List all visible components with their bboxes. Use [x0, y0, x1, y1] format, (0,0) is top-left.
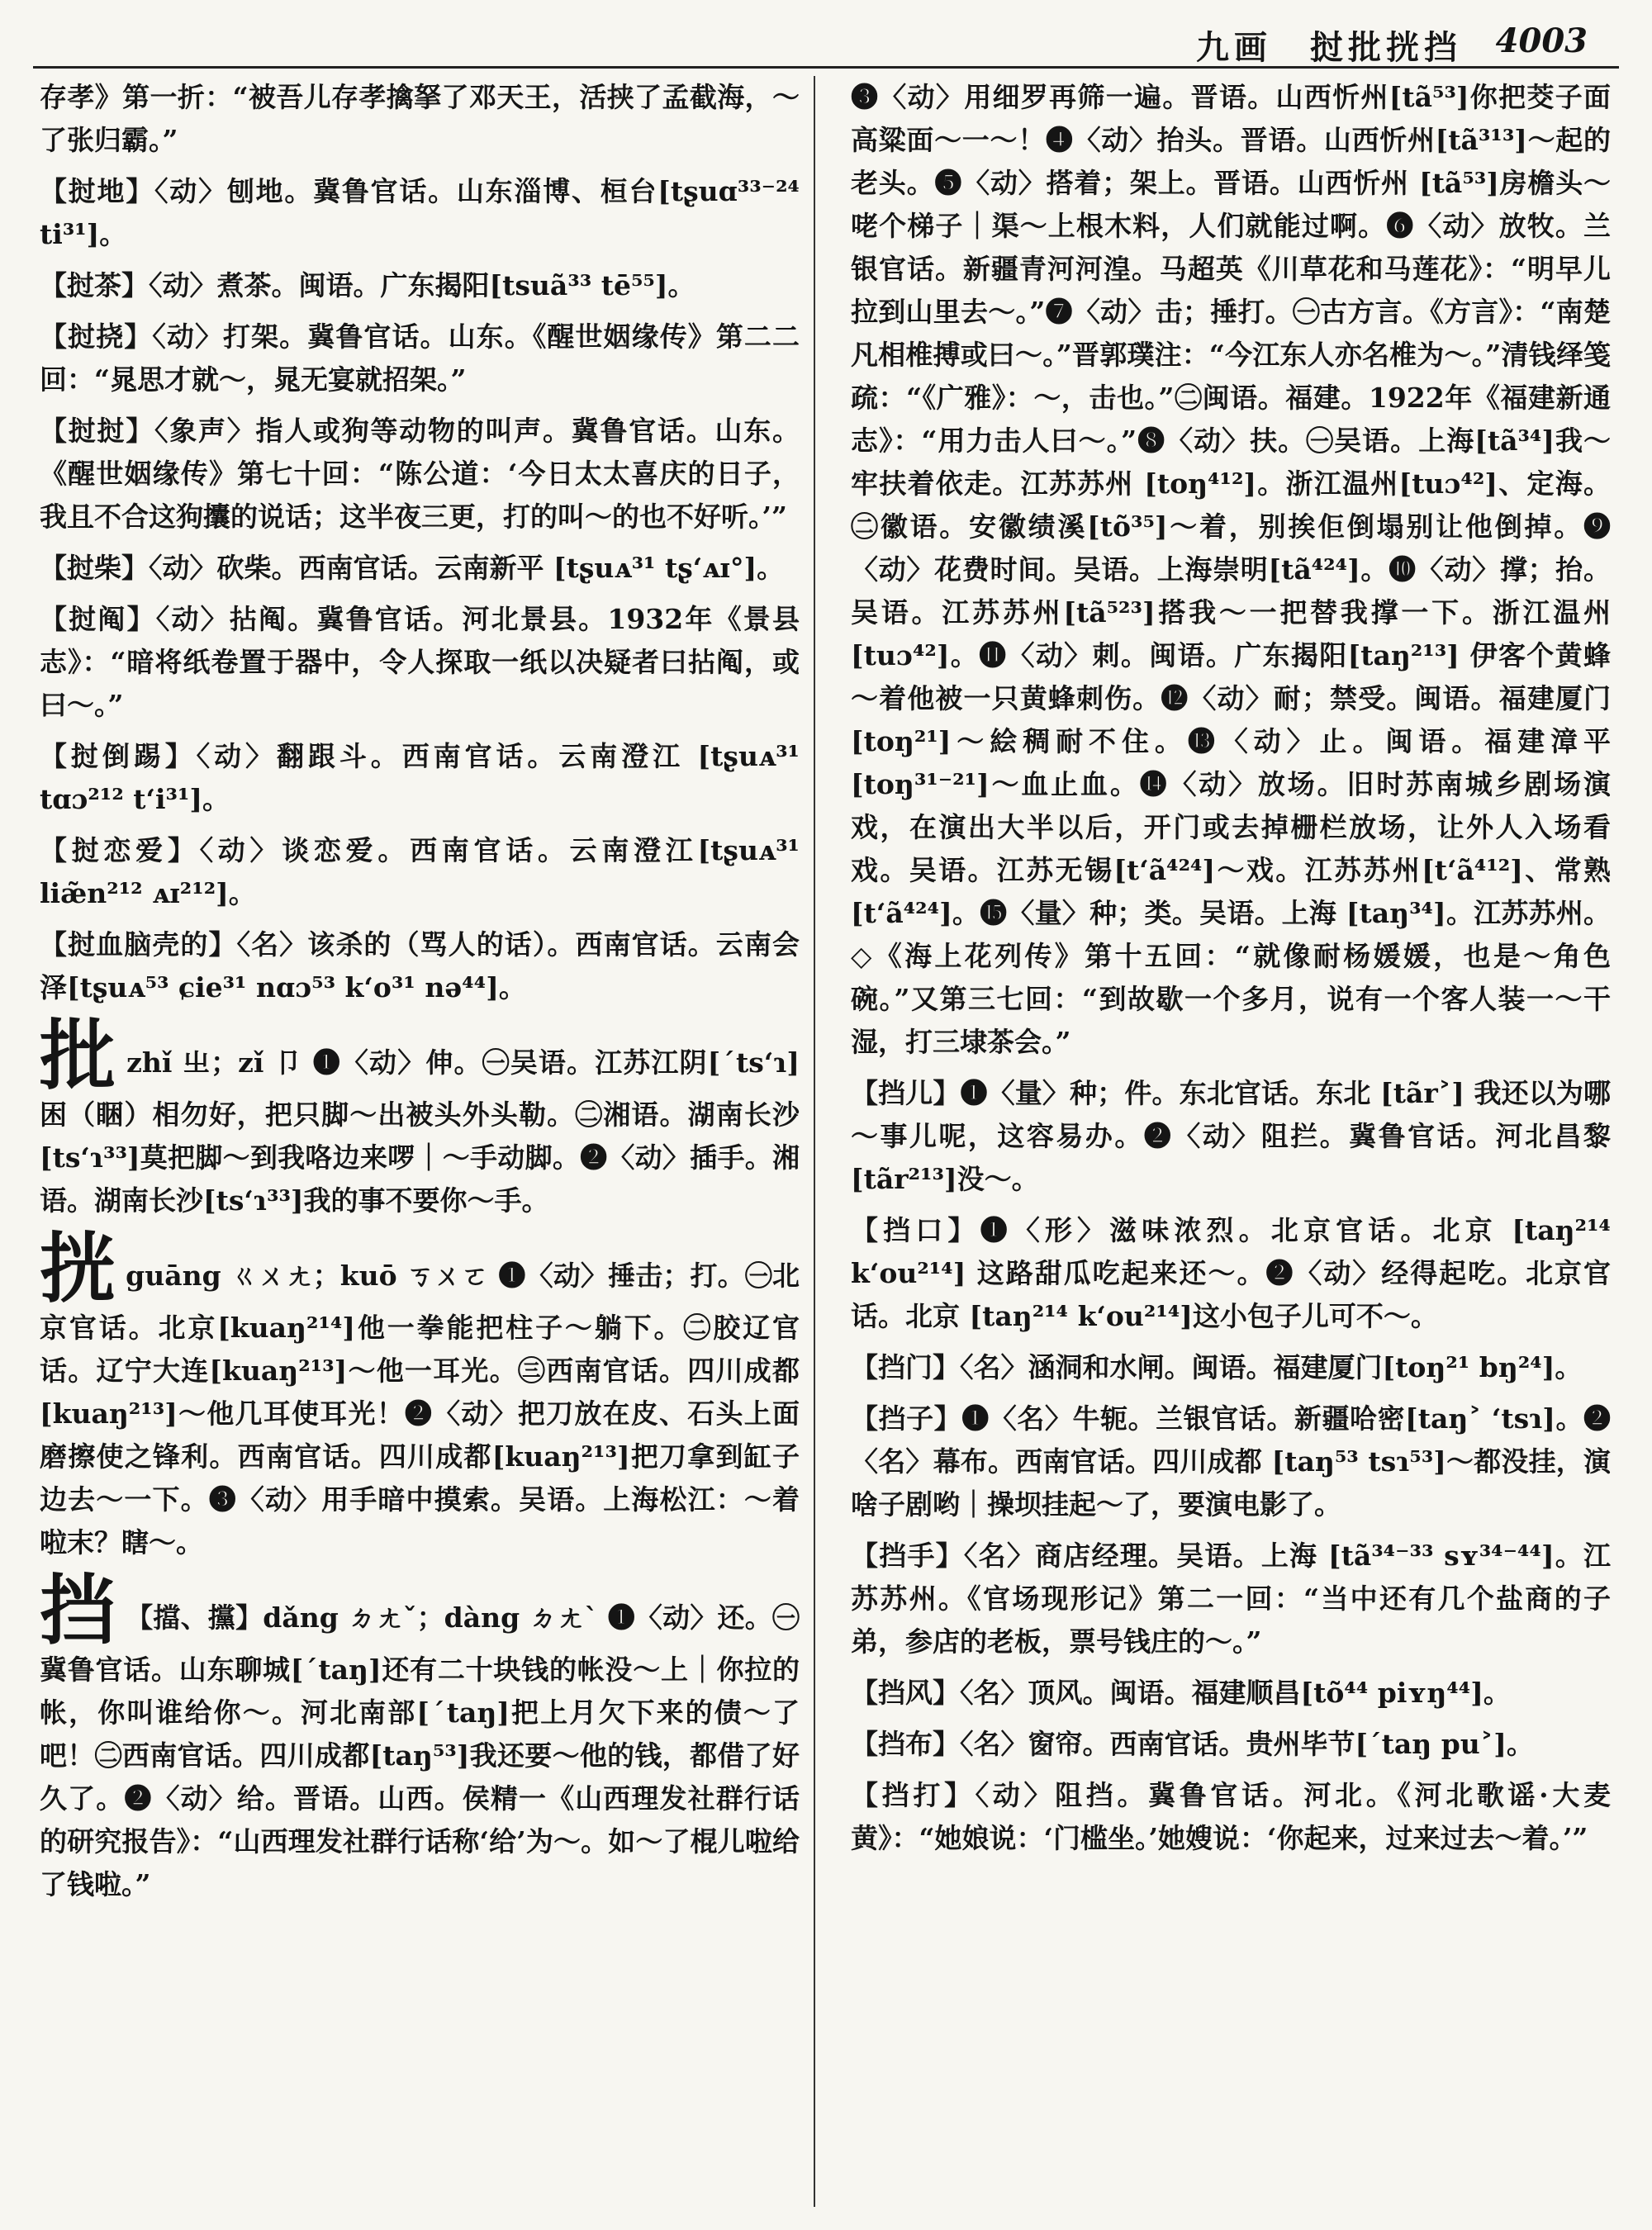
entry-definition: ❶〈形〉滋味浓烈。北京官话。北京 [taŋ²¹⁴ k‘ou²¹⁴] 这路甜瓜吃起来还～。❷〈动〉经得起吃。北京官话。北京 [taŋ²¹⁴ k‘ou²¹⁴]这小包子儿可不～。	[851, 1214, 1611, 1332]
entry-definition: 〈名〉顶风。闽语。福建顺昌[tõ⁴⁴ piʏŋ⁴⁴]。	[960, 1677, 1511, 1709]
dictionary-entry	[40, 264, 800, 307]
entry-definition: 〈动〉阻挡。冀鲁官话。河北。《河北歌谣·大麦黄》：“她娘说：‘门槛坐。’她嫂说：‘你起来，过来过去～着。’”	[851, 1779, 1611, 1854]
dictionary-entry	[40, 829, 800, 915]
entry-headword: 【挡儿】	[851, 1077, 961, 1109]
entry-headword: 【挝血脑壳的】	[40, 928, 237, 961]
dictionary-entry	[40, 547, 800, 590]
entry-definition: 〈动〉谈恋爱。西南官话。云南澄江[tʂuᴀ³¹ liæ̃n²¹² ᴀɪ²¹²]。	[40, 834, 800, 909]
entry-headword: 【挝阄】	[40, 603, 156, 635]
entry-definition: 〈象声〉指人或狗等动物的叫声。冀鲁官话。山东。《醒世姻缘传》第七十回：“陈公道：‘今日太太喜庆的日子，我且不合这狗攮的说话；这半夜三更，打的叫～的也不好听。’”	[40, 415, 800, 533]
page-header	[33, 18, 1619, 69]
entry-definition: 〈名〉涵洞和水闸。闽语。福建厦门[toŋ²¹ bŋ²⁴]。	[960, 1351, 1583, 1383]
entry-headword: 【挡口】	[851, 1214, 980, 1246]
entry-definition: 〈动〉打架。冀鲁官话。山东。《醒世姻缘传》第二二回：“晁思才就～，晁无宴就招架。”	[40, 320, 800, 396]
running-head: 九画 挝批挄挡	[1196, 28, 1462, 67]
entry-continuation	[40, 76, 800, 162]
entry-definition: ❸〈动〉用细罗再筛一遍。晋语。山西忻州[tã⁵³]你把茭子面高粱面～一～！❹〈动〉抬头。晋语。山西忻州[tã³¹³]～起的老头。❺〈动〉搭着；架上。晋语。山西忻州 [tã⁵³]房檐头～咾个梯子｜渠～上根木料，人们就能过啊。❻〈动〉放牧。兰银官话。新疆青河河湟。马超英《川草花和马莲花》：“明早儿拉到山里去～。”❼〈动〉击；捶打。㊀古方言。《方言》：“南楚凡相椎搏或曰～。”晋郭璞注：“今江东人亦名椎为～。”清钱绎笺疏：“《广雅》：～，击也。”㊁闽语。福建。1922年《福建新通志》：“用力击人曰～。”❽〈动〉扶。㊀吴语。上海[tã³⁴]我～牢扶着依走。江苏苏州 [toŋ⁴¹²]。浙江温州[tuɔ⁴²]、定海。㊁徽语。安徽绩溪[tõ³⁵]～着，别挨佢倒塌别让他倒掉。❾〈动〉花费时间。吴语。上海崇明[tã⁴²⁴]。❿〈动〉撑；抬。吴语。江苏苏州[tã⁵²³]搭我～一把替我撑一下。浙江温州 [tuɔ⁴²]。⓫〈动〉刺。闽语。广东揭阳[taŋ²¹³] 伊客个黄蜂～着他被一只黄蜂刺伤。⓬〈动〉耐；禁受。闽语。福建厦门 [toŋ²¹]～絵稠耐不住。⓭〈动〉止。闽语。福建漳平 [toŋ³¹⁻²¹]～血止血。⓮〈动〉放场。旧时苏南城乡剧场演戏，在演出大半以后，开门或去掉栅栏放场，让外人入场看戏。吴语。江苏无锡[t‘ã⁴²⁴]～戏。江苏苏州[t‘ã⁴¹²]、常熟[t‘ã⁴²⁴]。⓯〈量〉种；类。吴语。上海 [taŋ³⁴]。江苏苏州。◇《海上花列传》第十五回：“就像耐杨媛媛，也是～角色碗。”又第三七回：“到故歇一个多月，说有一个客人装一～干湿，打三埭茶会。”	[851, 81, 1611, 1058]
entry-headword: 【挡手】	[851, 1540, 964, 1572]
entry-headword: 【挡打】	[851, 1779, 976, 1811]
entry-headword: 【挡风】	[851, 1677, 960, 1709]
entry-continuation	[851, 76, 1611, 1064]
entry-definition: 〈动〉拈阄。冀鲁官话。河北景县。1932年《景县志》：“暗将纸卷置于器中，令人探取一纸以决疑者曰拈阄，或曰～。”	[40, 603, 800, 721]
dictionary-entry	[851, 1397, 1611, 1526]
entry-headword: 【挝柴】	[40, 552, 149, 584]
left-column	[40, 76, 800, 2207]
entry-headword: 【挝倒踢】	[40, 740, 197, 772]
dictionary-entry	[851, 1346, 1611, 1389]
entry-definition: ❶〈量〉种；件。东北官话。东北 [tãr˃] 我还以为哪～事儿呢，这容易办。❷〈动〉阻拦。冀鲁官话。河北昌黎[tãr²¹³]没～。	[851, 1077, 1611, 1195]
right-column	[851, 76, 1611, 2207]
entry-definition: 〈动〉翻跟斗。西南官话。云南澄江 [tʂuᴀ³¹ tɑɔ²¹² t‘i³¹]。	[40, 740, 800, 815]
entry-definition: 〈动〉刨地。冀鲁官话。山东淄博、桓台[tʂuɑ³³⁻²⁴ ti³¹]。	[40, 175, 800, 250]
entry-headword: 【挝恋爱】	[40, 834, 200, 866]
entry-headword: 【挝挠】	[40, 320, 153, 353]
dictionary-entry	[851, 1209, 1611, 1338]
dictionary-entry	[851, 1535, 1611, 1663]
entry-headword: 挄	[40, 1224, 116, 1313]
entry-headword: 【挡子】	[851, 1402, 962, 1435]
dictionary-entry	[851, 1672, 1611, 1715]
entry-definition: 〈名〉窗帘。西南官话。贵州毕节[ˊtaŋ pu˃]。	[960, 1728, 1534, 1760]
entry-definition: 〈动〉煮茶。闽语。广东揭阳[tsuã³³ tē⁵⁵]。	[149, 269, 695, 301]
entry-definition: 〈动〉砍柴。西南官话。云南新平 [tʂuᴀ³¹ tʂ‘ᴀɪ°]。	[149, 552, 785, 584]
entry-headword: 【挝地】	[40, 175, 155, 207]
entry-definition: 〈名〉商店经理。吴语。上海 [tã³⁴⁻³³ sʏ³⁴⁻⁴⁴]。江苏苏州。《官场现形记》第二一回：“当中还有几个盐商的子弟，参店的老板，票号钱庄的～。”	[851, 1540, 1611, 1658]
entry-headword: 【挝茶】	[40, 269, 149, 301]
entry-headword: 【挡布】	[851, 1728, 960, 1760]
dictionary-entry	[851, 1723, 1611, 1766]
dictionary-entry	[40, 923, 800, 1009]
dictionary-entry	[40, 598, 800, 727]
entry-headword: 挡	[40, 1566, 116, 1655]
dictionary-entry	[40, 316, 800, 401]
entry-definition: 〈名〉该杀的（骂人的话）。西南官话。云南会泽[tʂuᴀ⁵³ ɕie³¹ nɑɔ⁵³ k‘o³¹ nə⁴⁴]。	[40, 928, 800, 1004]
entry-definition: 【擋、攩】dǎng ㄉㄤˇ；dàng ㄉㄤˋ ❶〈动〉还。㊀冀鲁官话。山东聊城[ˊtaŋ]还有二十块钱的帐没～上｜你拉的帐，你叫谁给你～。河北南部[ˊtaŋ]把上月欠下来的债～了吧！㊁西南官话。四川成都[taŋ⁵³]我还要～他的钱，都借了好久了。❷〈动〉给。晋语。山西。侯精一《山西理发社群行话的研究报告》：“山西理发社群行话称‘给’为～。如～了棍儿啦给了钱啦。”	[40, 1601, 800, 1900]
entry-definition: zhǐ 㞢；zǐ 卩 ❶〈动〉伸。㊀吴语。江苏江阴[ˊts‘ɿ] 困（睏）相勿好，把只脚～出被头外头勒。㊁湘语。湖南长沙 [ts‘ɿ³³]莫把脚～到我咯边来啰｜～手动脚。❷〈动〉插手。湘语。湖南长沙[ts‘ɿ³³]我的事不要你～手。	[40, 1046, 800, 1217]
dictionary-entry	[40, 1224, 800, 1564]
entry-headword: 【挝挝】	[40, 415, 154, 447]
dictionary-entry	[40, 1011, 800, 1222]
dictionary-entry	[851, 1072, 1611, 1201]
entry-definition: guāng ㄍㄨㄤ；kuō ㄎㄨㄛ ❶〈动〉捶击；打。㊀北京官话。北京[kuaŋ²¹⁴]他一拳能把柱子～躺下。㊁胶辽官话。辽宁大连[kuaŋ²¹³]～他一耳光。㊂西南官话。四川成都[kuaŋ²¹³]～他几耳使耳光！❷〈动〉把刀放在皮、石头上面磨擦使之锋利。西南官话。四川成都[kuaŋ²¹³]把刀拿到缸子边去～一下。❸〈动〉用手暗中摸索。吴语。上海松江：～着啦末？瞎～。	[40, 1260, 800, 1559]
dictionary-entry	[40, 1566, 800, 1906]
dictionary-entry	[40, 410, 800, 539]
dictionary-entry	[40, 170, 800, 256]
entry-definition: 存孝》第一折：“被吾儿存孝擒拏了邓天王，活挟了孟截海，～了张归霸。”	[40, 81, 800, 156]
page-number: 4003	[1495, 21, 1588, 60]
column-divider	[814, 76, 815, 2207]
entry-headword: 【挡门】	[851, 1351, 960, 1383]
entry-headword: 批	[40, 1011, 117, 1100]
dictionary-entry	[40, 735, 800, 821]
dictionary-entry	[851, 1774, 1611, 1860]
entry-definition: ❶〈名〉牛轭。兰银官话。新疆哈密[taŋ˃ ‘tsɿ]。❷〈名〉幕布。西南官话。四川成都 [taŋ⁵³ tsɿ⁵³]～都没挂，演啥子剧哟｜操坝挂起～了，要演电影了。	[851, 1402, 1611, 1521]
